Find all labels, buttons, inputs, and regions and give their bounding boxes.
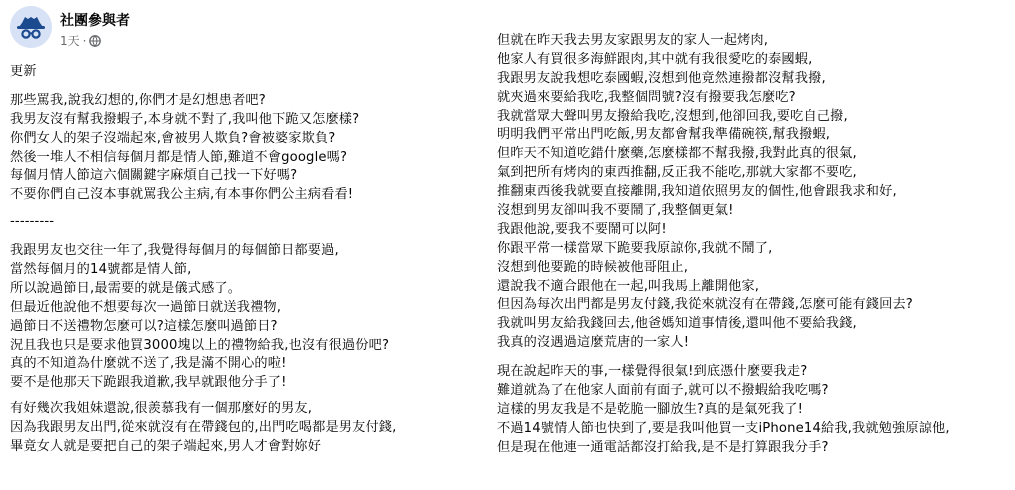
text-line: 你跟平常一樣當眾下跪要我原諒你,我就不鬧了, (497, 240, 773, 256)
post-author[interactable]: 社團參與者 (60, 13, 130, 29)
text-line: 我就當眾大聲叫男友撥給我吃,沒想到,他卻回我,要吃自己撥, (497, 108, 848, 124)
text-line: 明明我們平常出門吃飯,男友都會幫我準備碗筷,幫我撥蝦, (497, 127, 831, 143)
text-line: 我真的沒遇過這麼荒唐的一家人! (497, 335, 690, 351)
post-meta: 1天 · (60, 32, 101, 49)
anonymous-avatar-icon[interactable] (10, 6, 52, 48)
text-line: 你們女人的架子沒端起來,會被男人欺負?會被婆家欺負? (10, 130, 336, 146)
paragraph-bbq-story (497, 32, 1007, 353)
paragraph-sisters (10, 400, 480, 457)
text-line: 他家人有買很多海鮮跟肉,其中就有我很愛吃的泰國蝦, (497, 51, 813, 67)
text-line: 過節日不送禮物怎麼可以?這樣怎麼叫過節日? (10, 318, 278, 334)
text-line: 我就叫男友給我錢回去,他爸媽知道事情後,還叫他不要給我錢, (497, 316, 857, 332)
text-line: 但就在昨天我去男友家跟男友的家人一起烤肉, (497, 33, 769, 48)
divider-text: --------- (10, 214, 55, 230)
paragraph-relationship (10, 242, 480, 393)
text-line: 沒想到男友卻叫我不要鬧了,我整個更氣! (497, 203, 734, 219)
text-line: 然後一堆人不相信每個月都是情人節,難道不會google嗎? (10, 149, 348, 165)
text-line: 我跟他說,要我不要鬧可以阿! (497, 221, 667, 237)
post-time[interactable]: 1天 (60, 34, 80, 48)
text-line: 但最近他說他不想要每次一過節日就送我禮物, (10, 299, 282, 315)
text-line: 每個月情人節這六個關鍵字麻煩自己找一下好嗎? (10, 168, 298, 184)
text-line: 況且我也只是要求他買3000塊以上的禮物給我,也沒有很過份吧? (10, 337, 390, 353)
text-line: 沒想到他要跪的時候被他哥阻止, (497, 259, 689, 275)
text-line: 推翻東西後我就要直接離開,我知道依照男友的個性,他會跟我求和好, (497, 184, 897, 200)
text-line: 我跟男友也交往一年了,我覺得每個月的每個節日都要過, (10, 243, 339, 259)
text-line: 還說我不適合跟他在一起,叫我馬上離開他家, (497, 278, 760, 294)
paragraph-rebuttal (10, 92, 480, 205)
text-line: 氣到把所有烤肉的東西推翻,反正我不能吃,那就大家都不要吃, (497, 165, 857, 181)
text-line: 真的不知道為什麼就不送了,我是滿不開心的啦! (10, 356, 287, 372)
globe-icon (89, 35, 101, 47)
text-line: 我男友沒有幫我撥蝦子,本身就不對了,我叫他下跪又怎麼樣? (10, 111, 360, 127)
text-line: 那些罵我,說我幻想的,你們才是幻想患者吧? (10, 92, 266, 108)
text-line: 要不是他那天下跪跟我道歉,我早就跟他分手了! (10, 375, 287, 391)
text-line: 就夾過來要給我吃,我整個問號?沒有撥要我怎麼吃? (497, 89, 796, 105)
text-line: 畢竟女人就是要把自己的架子端起來,男人才會對妳好 (10, 439, 322, 455)
post-body-right-column (497, 32, 1007, 458)
text-line: 但昨天不知道吃錯什麼藥,怎麼樣都不幫我撥,我對此真的很氣, (497, 146, 857, 162)
text-line: 我跟男友說我想吃泰國蝦,沒想到他竟然連撥都沒幫我撥, (497, 70, 826, 86)
text-line: 當然每個月的14號都是情人節, (10, 262, 192, 278)
text-line: 有好幾次我姐妹還說,很羨慕我有一個那麼好的男友, (10, 401, 313, 417)
text-line: 這樣的男友我是不是乾脆一腳放生?真的是氣死我了! (497, 401, 804, 417)
text-line: 不過14號情人節也快到了,要是我叫他買一支iPhone14給我,我就勉強原諒他, (497, 420, 950, 436)
text-line: 不要你們自己沒本事就罵我公主病,有本事你們公主病看看! (10, 187, 354, 203)
text-line: 因為我跟男友出門,從來就沒有在帶錢包的,出門吃喝都是男友付錢, (10, 420, 397, 436)
text-line: 但因為每次出門都是男友付錢,我從來就沒有在帶錢,怎麼可能有錢回去? (497, 297, 913, 313)
text-line: 所以說過節日,最需要的就是儀式感了。 (10, 280, 242, 296)
text-line: 但是現在他連一通電話都沒打給我,是不是打算跟我分手? (497, 439, 829, 455)
text-line: 現在說起昨天的事,一樣覺得很氣!到底憑什麼要我走? (497, 364, 808, 380)
post-body-left-column (10, 63, 480, 457)
update-label: 更新 (10, 64, 37, 79)
post-header (10, 6, 430, 52)
text-line: 難道就為了在他家人面前有面子,就可以不撥蝦給我吃嗎? (497, 383, 829, 399)
paragraph-conclusion (497, 363, 1007, 457)
